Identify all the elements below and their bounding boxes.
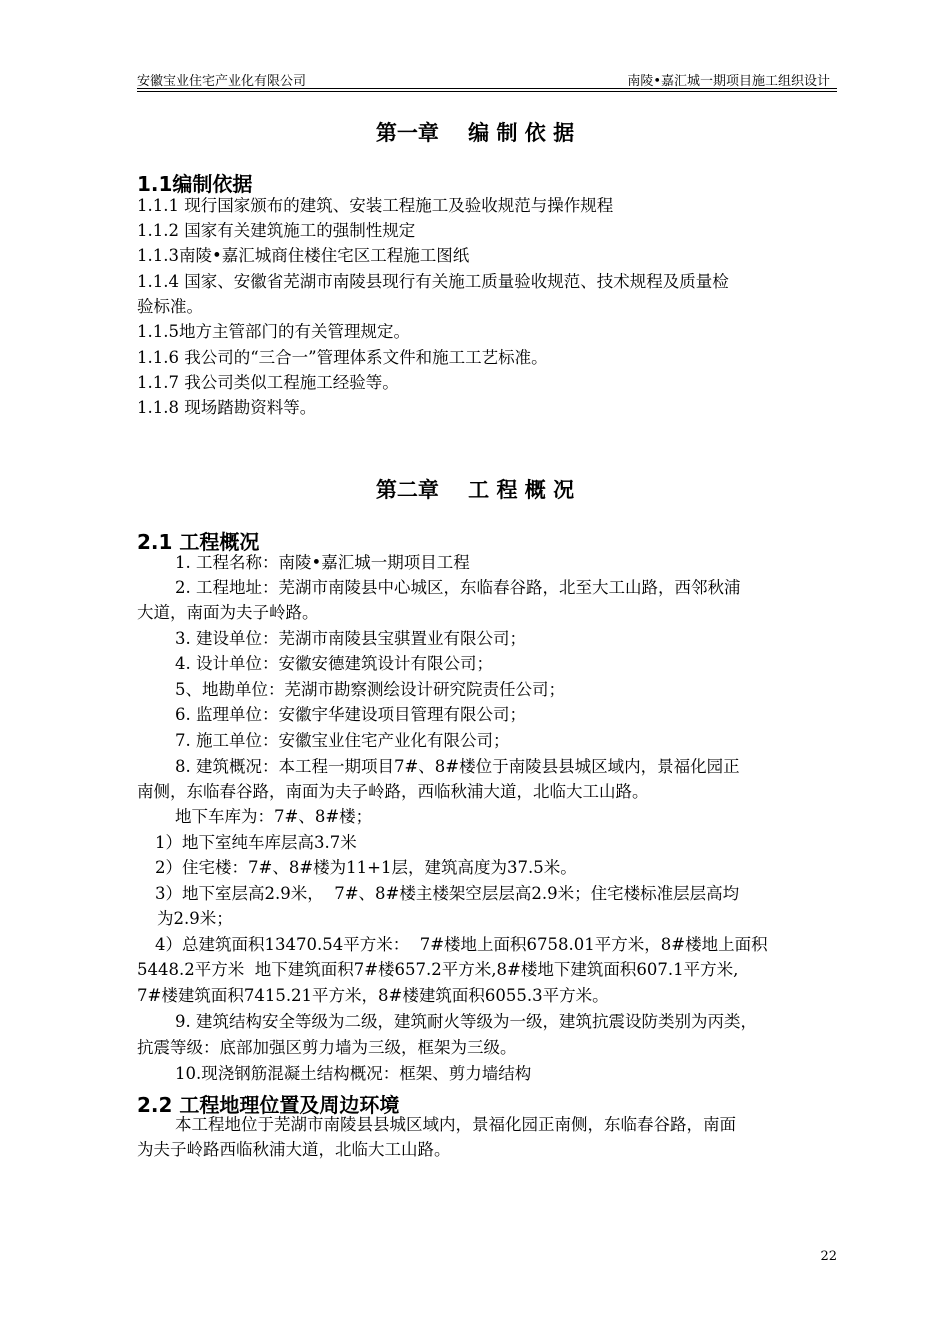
section-2-2-title: 2.2 工程地理位置及周边环境 bbox=[137, 1093, 400, 1117]
section-1-1-title: 1.1编制依据 bbox=[137, 172, 253, 196]
list-item: 1.1.2 国家有关建筑施工的强制性规定 bbox=[137, 221, 416, 240]
overview-line: 抗震等级：底部加强区剪力墙为三级，框架为三级。 bbox=[137, 1038, 517, 1057]
list-item-continuation: 验标准。 bbox=[137, 297, 203, 316]
section-2-1-title: 2.1 工程概况 bbox=[137, 530, 260, 554]
overview-line: 2）住宅楼：7#、8#楼为11+1层，建筑高度为37.5米。 bbox=[155, 858, 577, 877]
overview-line: 南侧，东临春谷路，南面为夫子岭路，西临秋浦大道，北临大工山路。 bbox=[137, 782, 649, 801]
overview-line: 大道，南面为夫子岭路。 bbox=[137, 603, 319, 622]
header-rule-thick bbox=[137, 91, 837, 92]
overview-line: 1. 工程名称：南陵•嘉汇城一期项目工程 bbox=[175, 553, 470, 572]
header-document-title: 南陵•嘉汇城一期项目施工组织设计 bbox=[627, 74, 830, 89]
overview-line: 1）地下室纯车库层高3.7米 bbox=[155, 833, 357, 852]
list-item: 1.1.3南陵•嘉汇城商住楼住宅区工程施工图纸 bbox=[137, 246, 470, 265]
overview-line: 8. 建筑概况：本工程一期项目7#、8#楼位于南陵县县城区域内，景福化园正 bbox=[175, 757, 740, 776]
list-item: 1.1.4 国家、安徽省芜湖市南陵县现行有关施工质量验收规范、技术规程及质量检 bbox=[137, 272, 729, 291]
list-item: 1.1.6 我公司的“三合一”管理体系文件和施工工艺标准。 bbox=[137, 348, 548, 367]
overview-line: 5、地勘单位：芜湖市勘察测绘设计研究院责任公司； bbox=[175, 680, 565, 699]
page-number: 22 bbox=[820, 1249, 837, 1264]
overview-line: 5448.2平方米 地下建筑面积7#楼657.2平方米,8#楼地下建筑面积607.1平方米, bbox=[137, 960, 739, 979]
list-item: 1.1.7 我公司类似工程施工经验等。 bbox=[137, 373, 399, 392]
overview-line: 7#楼建筑面积7415.21平方米，8#楼建筑面积6055.3平方米。 bbox=[137, 986, 609, 1005]
overview-line: 10.现浇钢筋混凝土结构概况：框架、剪力墙结构 bbox=[175, 1064, 532, 1083]
overview-line: 9. 建筑结构安全等级为二级，建筑耐火等级为一级，建筑抗震设防类别为丙类， bbox=[175, 1012, 757, 1031]
chapter-1-title: 第一章 编 制 依 据 bbox=[375, 121, 575, 145]
header-company: 安徽宝业住宅产业化有限公司 bbox=[137, 74, 307, 89]
overview-line: 为2.9米； bbox=[157, 909, 233, 928]
overview-line: 6. 监理单位：安徽宇华建设项目管理有限公司； bbox=[175, 705, 526, 724]
chapter-2-title: 第二章 工 程 概 况 bbox=[375, 478, 575, 502]
overview-line: 地下车库为：7#、8#楼； bbox=[175, 807, 373, 826]
overview-line: 3. 建设单位：芜湖市南陵县宝骐置业有限公司； bbox=[175, 629, 526, 648]
list-item: 1.1.1 现行国家颁布的建筑、安装工程施工及验收规范与操作规程 bbox=[137, 196, 614, 215]
list-item: 1.1.5地方主管部门的有关管理规定。 bbox=[137, 322, 410, 341]
list-item: 1.1.8 现场踏勘资料等。 bbox=[137, 398, 317, 417]
overview-line: 4. 设计单位：安徽安德建筑设计有限公司； bbox=[175, 654, 493, 673]
overview-line: 7. 施工单位：安徽宝业住宅产业化有限公司； bbox=[175, 731, 510, 750]
header-rule bbox=[137, 88, 837, 89]
overview-line: 2. 工程地址：芜湖市南陵县中心城区，东临春谷路，北至大工山路，西邻秋浦 bbox=[175, 578, 741, 597]
location-line: 本工程地位于芜湖市南陵县县城区域内，景福化园正南侧，东临春谷路，南面 bbox=[175, 1115, 736, 1134]
overview-line: 3）地下室层高2.9米， 7#、8#楼主楼架空层层高2.9米；住宅楼标准层层高均 bbox=[155, 884, 740, 903]
overview-line: 4）总建筑面积13470.54平方米： 7#楼地上面积6758.01平方米，8#楼地上面积 bbox=[155, 935, 768, 954]
location-line: 为夫子岭路西临秋浦大道，北临大工山路。 bbox=[137, 1140, 451, 1159]
